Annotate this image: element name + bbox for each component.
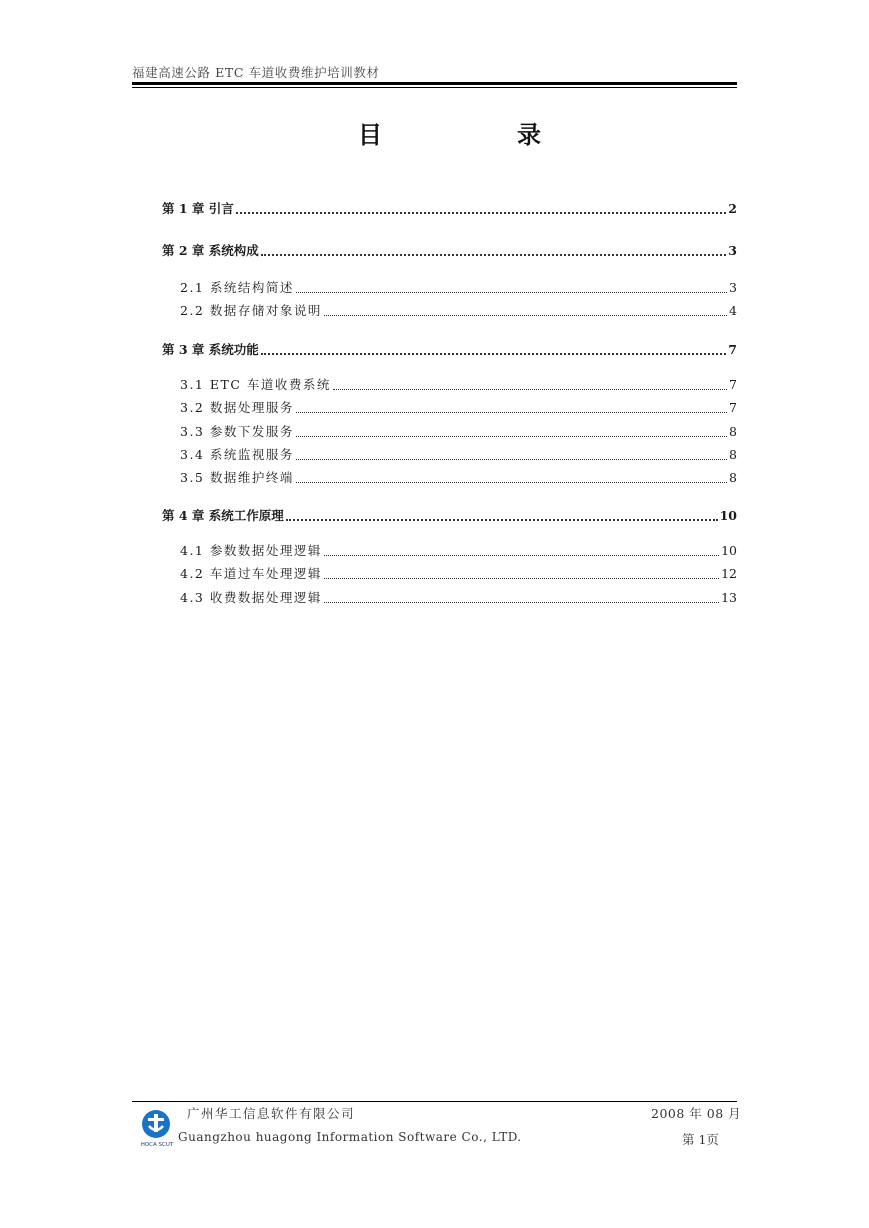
toc-page-number: 7	[729, 377, 737, 392]
toc-section-row[interactable]	[180, 278, 737, 298]
toc-chapter-label: 第 1 章 引言	[162, 201, 234, 216]
logo-text: HOCA SCUT	[140, 1142, 174, 1148]
toc-section-row[interactable]	[180, 422, 737, 442]
header-title: 福建高速公路 ETC 车道收费维护培训教材	[132, 65, 380, 80]
header-rule-thin	[132, 87, 737, 88]
toc-leader-dots	[261, 353, 727, 355]
toc-section-label: 3.1 ETC 车道收费系统	[180, 377, 331, 392]
toc-leader-dots	[296, 459, 727, 460]
toc-section-row[interactable]	[180, 588, 737, 608]
toc-leader-dots	[236, 212, 727, 214]
toc-chapter-row[interactable]	[162, 506, 737, 526]
toc-section-row[interactable]	[180, 398, 737, 418]
toc-leader-dots	[296, 292, 727, 293]
toc-section-row[interactable]	[180, 445, 737, 465]
toc-chapter-row[interactable]	[162, 241, 737, 261]
toc-page-number: 10	[721, 543, 737, 558]
toc-section-label: 3.3 参数下发服务	[180, 423, 294, 439]
company-logo-icon	[140, 1108, 174, 1148]
toc-chapter-label: 第 4 章 系统工作原理	[162, 508, 284, 523]
toc-leader-dots	[333, 389, 727, 390]
toc-chapter-row[interactable]	[162, 199, 737, 219]
toc-section-row[interactable]	[180, 301, 737, 321]
toc-leader-dots	[324, 602, 719, 603]
toc-page-number: 13	[721, 589, 737, 605]
toc-page-number: 8	[729, 446, 737, 462]
toc-page-number: 3	[729, 280, 737, 295]
toc-section-row[interactable]	[180, 541, 737, 561]
footer-page-number: 第 1页	[682, 1132, 719, 1147]
toc-page-number: 12	[721, 566, 737, 582]
page-title-char-2: 录	[517, 121, 541, 149]
footer-rule	[132, 1101, 737, 1102]
toc-page-number: 7	[728, 342, 737, 357]
toc-leader-dots	[296, 412, 727, 413]
page-title-char-1: 目	[358, 121, 382, 149]
toc-chapter-row[interactable]	[162, 340, 737, 360]
toc-section-label: 3.5 数据维护终端	[180, 470, 294, 486]
toc-section-row[interactable]	[180, 564, 737, 584]
toc-leader-dots	[286, 519, 718, 521]
toc-leader-dots	[324, 315, 727, 316]
toc-page-number: 8	[729, 470, 737, 486]
toc-page-number: 7	[729, 400, 737, 416]
toc-section-row[interactable]	[180, 468, 737, 488]
toc-leader-dots	[261, 254, 727, 256]
toc-page-number: 10	[719, 508, 737, 523]
toc-section-label: 3.2 数据处理服务	[180, 400, 294, 416]
header-rule	[132, 82, 737, 85]
toc-leader-dots	[296, 482, 727, 483]
footer-company-en: Guangzhou huagong Information Software Co., LTD.	[178, 1130, 522, 1144]
toc-section-label: 2.2 数据存储对象说明	[180, 303, 322, 319]
toc-section-label: 3.4 系统监视服务	[180, 446, 294, 462]
footer-date: 2008 年 08 月	[651, 1106, 742, 1121]
footer-company-cn: 广州华工信息软件有限公司	[187, 1106, 356, 1121]
toc-section-row[interactable]	[180, 375, 737, 395]
toc-page-number: 3	[728, 243, 737, 258]
toc-leader-dots	[324, 555, 719, 556]
toc-leader-dots	[324, 578, 719, 579]
toc-leader-dots	[296, 436, 727, 437]
toc-section-label: 4.1 参数数据处理逻辑	[180, 543, 322, 558]
toc-chapter-label: 第 2 章 系统构成	[162, 243, 259, 258]
toc-section-label: 2.1 系统结构简述	[180, 280, 294, 295]
toc-chapter-label: 第 3 章 系统功能	[162, 342, 259, 357]
toc-section-label: 4.2 车道过车处理逻辑	[180, 566, 322, 582]
toc-page-number: 8	[729, 423, 737, 439]
toc-page-number: 4	[729, 303, 737, 319]
toc-section-label: 4.3 收费数据处理逻辑	[180, 589, 322, 605]
toc-page-number: 2	[728, 201, 737, 216]
